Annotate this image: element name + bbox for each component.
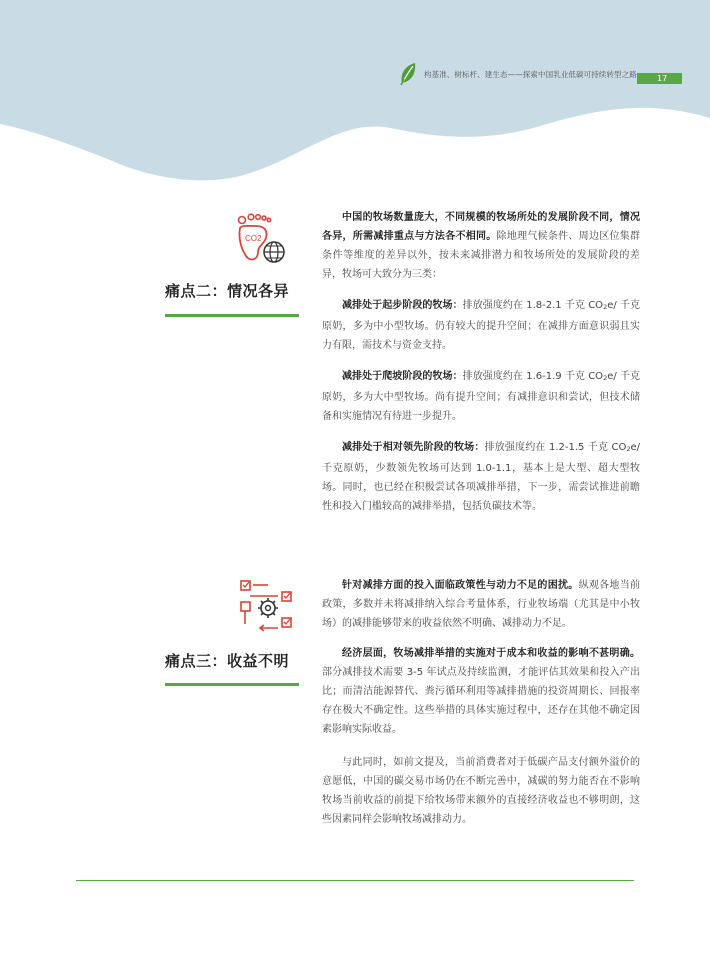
footprint-co2-globe-icon [232,210,292,270]
page-number: 17 [637,73,682,84]
paragraph: 减排处于起步阶段的牧场：排放强度约在 1.8-2.1 千克 $CO_2e/$ 千克原奶，多为中小型牧场。仍有较大的提升空间；在减排方面意识弱且实力有限，需技术与资金支持。 [322,300,641,351]
section-3-body [322,576,640,840]
paragraph: 减排处于相对领先阶段的牧场：排放强度约在 1.2-1.5 千克 $CO_2e/$ 千克原奶，少数领先牧场可达到 1.0-1.1，基本上是大型、超大型牧场。同时，也已经在积极尝试各项减排举措，下一步，需尝试推进前瞻性和投入门槛较高的减排举措，包括负碳技术等。 [322,442,640,512]
heading-underline [165,314,299,317]
header-wave-background [0,0,710,190]
gear-workflow-checkbox-icon [238,578,298,638]
paragraph: 与此同时，如前文提及，当前消费者对于低碳产品支付额外溢价的意愿低，中国的碳交易市场仍在不断完善中，减碳的努力能否在不影响牧场当前收益的前提下给牧场带来额外的直接经济收益也不够明朗，这些因素同样会影响牧场减排动力。 [322,757,640,825]
section-heading-pain-point-2: 痛点二：情况各异 [165,282,290,300]
paragraph: 针对减排方面的投入面临政策性与动力不足的困扰。纵观各地当前政策，多数并未将减排纳入综合考量体系，行业牧场端（尤其是中小牧场）的减排能够带来的收益依然不明确、减排动力不足。 [322,580,641,629]
header-title: 构基准、树标杆、建生态——探索中国乳业低碳可持续转型之路 [424,69,637,79]
paragraph: 减排处于爬坡阶段的牧场：排放强度约在 1.6-1.9 千克 $CO_2e/$ 千克原奶，多为大中型牧场。尚有提升空间；有减排意识和尝试，但技术储备和实施情况有待进一步提升。 [322,371,641,422]
paragraph: 经济层面，牧场减排举措的实施对于成本和收益的影响不甚明确。部分减排技术需要 3-5 年试点及持续监测，才能评估其效果和投入产出比；而清洁能源替代、粪污循环利用等减排措施的投资周期长、回报率存在极大不确定性。这些举措的具体实施过程中，还存在其他不确定因素影响实际收益。 [322,648,640,735]
co2-label: CO2 [245,234,262,243]
section-2-body [322,208,640,527]
heading-underline [165,683,299,686]
leaf-logo-icon [398,61,418,87]
footer-rule [76,880,634,881]
paragraph: 中国的牧场数量庞大，不同规模的牧场所处的发展阶段不同，情况各异，所需减排重点与方法各不相同。除地理气候条件、周边区位集群条件等维度的差异以外，按未来减排潜力和牧场所处的发展阶段的差异，牧场可大致分为三类： [322,212,641,280]
running-header [398,60,637,88]
section-heading-pain-point-3: 痛点三：收益不明 [165,652,290,670]
